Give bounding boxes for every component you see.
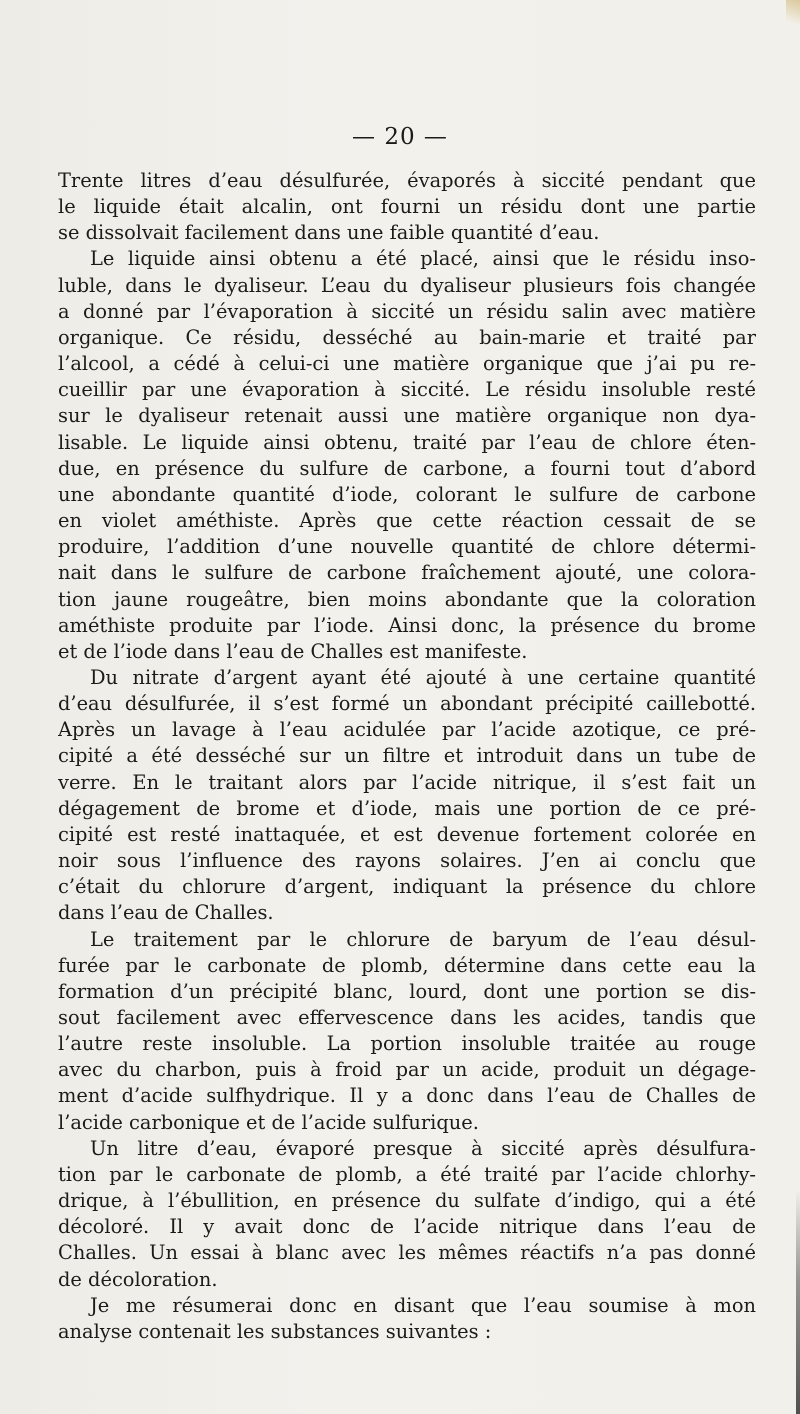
- text-line: Je me résumerai donc en disant que l’eau soumise à mon: [90, 1293, 756, 1317]
- text-line: Le liquide ainsi obtenu a été placé, ainsi que le résidu inso-: [90, 247, 756, 271]
- body-text: [58, 168, 756, 1345]
- text-line: dans l’eau de Challes.: [58, 901, 274, 925]
- text-line: avec du charbon, puis à froid par un acide, produit un dégage-: [58, 1058, 756, 1082]
- text-line: organique. Ce résidu, desséché au bain-marie et traité par: [58, 325, 756, 349]
- page-number: — 20 —: [352, 124, 448, 150]
- text-line: Après un lavage à l’eau acidulée par l’acide azotique, ce pré-: [58, 718, 756, 742]
- text-line: décoloré. Il y avait donc de l’acide nitrique dans l’eau de: [58, 1215, 756, 1239]
- text-line: c’était du chlorure d’argent, indiquant la présence du chlore: [58, 875, 756, 899]
- text-line: analyse contenait les substances suivantes :: [58, 1319, 492, 1343]
- text-line: tion jaune rougeâtre, bien moins abondante que la coloration: [58, 587, 756, 611]
- text-line: cueillir par une évaporation à siccité. Le résidu insoluble resté: [58, 378, 756, 402]
- text-line: le liquide était alcalin, ont fourni un résidu dont une partie: [58, 195, 756, 219]
- text-line: tion par le carbonate de plomb, a été traité par l’acide chlorhy-: [58, 1162, 756, 1186]
- text-line: l’autre reste insoluble. La portion insoluble traitée au rouge: [58, 1032, 756, 1056]
- text-line: a donné par l’évaporation à siccité un résidu salin avec matière: [58, 299, 756, 323]
- text-line: une abondante quantité d’iode, colorant le sulfure de carbone: [58, 482, 756, 506]
- paper-stain: [786, 0, 800, 28]
- text-line: Un litre d’eau, évaporé presque à siccité après désulfura-: [90, 1136, 756, 1160]
- text-line: l’acide carbonique et de l’acide sulfurique.: [58, 1110, 479, 1134]
- text-line: luble, dans le dyaliseur. L’eau du dyaliseur plusieurs fois changée: [58, 273, 756, 297]
- text-line: lisable. Le liquide ainsi obtenu, traité par l’eau de chlore éten-: [58, 430, 756, 454]
- text-line: furée par le carbonate de plomb, détermine dans cette eau la: [58, 953, 756, 977]
- text-line: se dissolvait facilement dans une faible quantité d’eau.: [58, 221, 600, 245]
- text-line: noir sous l’influence des rayons solaires. J’en ai conclu que: [58, 849, 756, 873]
- text-line: Trente litres d’eau désulfurée, évaporés à siccité pendant que: [58, 169, 756, 192]
- text-line: améthiste produite par l’iode. Ainsi donc, la présence du brome: [58, 613, 756, 637]
- text-line: dégagement de brome et d’iode, mais une portion de ce pré-: [58, 796, 756, 820]
- text-line: d’eau désulfurée, il s’est formé un abondant précipité caillebotté.: [58, 692, 756, 716]
- text-line: l’alcool, a cédé à celui-ci une matière organique que j’ai pu re-: [58, 352, 756, 376]
- text-line: de décoloration.: [58, 1267, 218, 1291]
- text-line: nait dans le sulfure de carbone fraîchement ajouté, une colora-: [58, 561, 756, 585]
- text-line: sout facilement avec effervescence dans les acides, tandis que: [58, 1006, 756, 1029]
- text-line: et de l’iode dans l’eau de Challes est manifeste.: [58, 639, 528, 663]
- text-line: formation d’un précipité blanc, lourd, dont une portion se dis-: [58, 979, 756, 1003]
- text-line: produire, l’addition d’une nouvelle quantité de chlore détermi-: [58, 535, 756, 559]
- page-edge-shadow: [796, 1190, 800, 1414]
- text-line: sur le dyaliseur retenait aussi une matière organique non dya-: [58, 404, 756, 428]
- text-line: due, en présence du sulfure de carbone, a fourni tout d’abord: [58, 456, 756, 480]
- text-line: en violet améthiste. Après que cette réaction cessait de se: [58, 509, 756, 533]
- text-line: Le traitement par le chlorure de baryum de l’eau désul-: [90, 927, 756, 951]
- text-line: ment d’acide sulfhydrique. Il y a donc dans l’eau de Challes de: [58, 1084, 756, 1108]
- text-line: verre. En le traitant alors par l’acide nitrique, il s’est fait un: [58, 770, 756, 794]
- text-line: cipité a été desséché sur un filtre et introduit dans un tube de: [58, 744, 756, 768]
- text-line: Challes. Un essai à blanc avec les mêmes réactifs n’a pas donné: [58, 1241, 756, 1265]
- text-line: Du nitrate d’argent ayant été ajouté à une certaine quantité: [90, 665, 756, 689]
- text-line: drique, à l’ébullition, en présence du sulfate d’indigo, qui a été: [58, 1189, 756, 1213]
- text-line: cipité est resté inattaquée, et est devenue fortement colorée en: [58, 822, 756, 846]
